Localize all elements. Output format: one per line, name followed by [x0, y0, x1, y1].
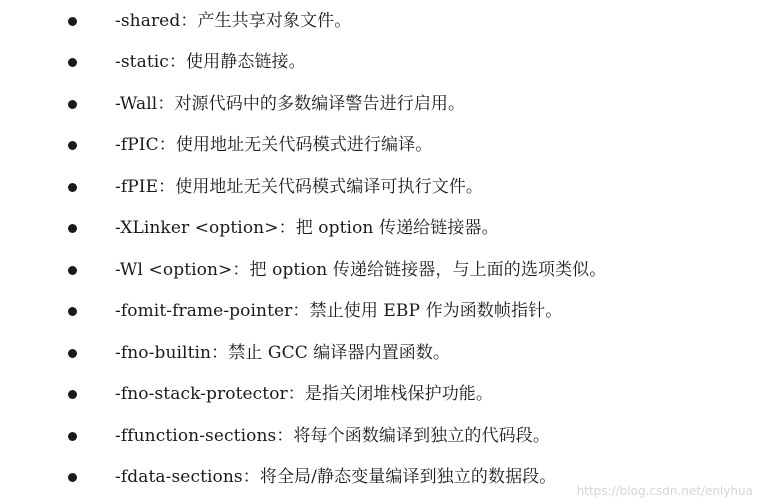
list-item [0, 172, 761, 202]
bullet-icon [68, 349, 77, 358]
separator: ： [158, 177, 176, 197]
option-flag: -XLinker <option> [115, 218, 279, 238]
bullet-icon [68, 183, 77, 192]
bullet-icon [68, 58, 77, 67]
option-description: 把 option 传递给链接器。 [295, 218, 499, 238]
list-item [0, 421, 761, 451]
option-text [115, 10, 351, 32]
option-flag: -shared [115, 11, 181, 31]
list-item [0, 296, 761, 326]
option-text [115, 466, 556, 488]
bullet-icon [68, 473, 77, 482]
bullet-icon [68, 141, 77, 150]
bullet-icon [68, 390, 77, 399]
option-description: 把 option 传递给链接器，与上面的选项类似。 [249, 260, 607, 280]
list-item [0, 47, 761, 77]
option-flag: -fomit-frame-pointer [115, 301, 293, 321]
option-text [115, 51, 306, 73]
option-flag: -ffunction-sections [115, 426, 277, 446]
option-flag: -static [115, 52, 169, 72]
option-description: 使用静态链接。 [186, 52, 306, 72]
option-description: 禁止 GCC 编译器内置函数。 [228, 343, 451, 363]
separator: ： [278, 218, 296, 238]
list-item [0, 89, 761, 119]
separator: ： [287, 384, 305, 404]
list-item [0, 6, 761, 36]
separator: ： [292, 301, 310, 321]
option-description: 对源代码中的多数编译警告进行启用。 [174, 94, 466, 114]
bullet-icon [68, 307, 77, 316]
option-text [115, 300, 562, 322]
option-flag: -fno-builtin [115, 343, 212, 363]
bullet-icon [68, 266, 77, 275]
option-text [115, 93, 465, 115]
separator: ： [211, 343, 229, 363]
option-flag: -fPIE [115, 177, 159, 197]
option-flag: -fPIC [115, 135, 159, 155]
option-description: 产生共享对象文件。 [197, 11, 352, 31]
option-text [115, 176, 483, 198]
list-item [0, 379, 761, 409]
separator: ： [180, 11, 198, 31]
option-text [115, 425, 550, 447]
bullet-icon [68, 224, 77, 233]
list-item [0, 130, 761, 160]
list-item [0, 338, 761, 368]
option-description: 是指关闭堆栈保护功能。 [304, 384, 493, 404]
option-description: 使用地址无关代码模式进行编译。 [175, 135, 433, 155]
list-item [0, 213, 761, 243]
option-flag: -fdata-sections [115, 467, 243, 487]
bullet-icon [68, 432, 77, 441]
option-description: 禁止使用 EBP 作为函数帧指针。 [309, 301, 563, 321]
watermark-url: https://blog.csdn.net/enlyhua [576, 484, 753, 498]
option-flag: -fno-stack-protector [115, 384, 288, 404]
option-description: 使用地址无关代码模式编译可执行文件。 [175, 177, 484, 197]
option-description: 将每个函数编译到独立的代码段。 [293, 426, 550, 446]
separator: ： [157, 94, 175, 114]
option-text [115, 134, 432, 156]
bullet-icon [68, 17, 77, 26]
separator: ： [168, 52, 187, 72]
option-text [115, 217, 499, 239]
separator: ： [232, 260, 250, 280]
separator: ： [276, 426, 294, 446]
option-description: 将全局/静态变量编译到独立的数据段。 [259, 467, 557, 487]
option-text [115, 259, 606, 281]
option-text [115, 383, 493, 405]
option-text [115, 342, 450, 364]
option-flag: -Wl <option> [115, 260, 233, 280]
bullet-icon [68, 100, 77, 109]
separator: ： [158, 135, 176, 155]
option-flag: -Wall [115, 94, 158, 114]
list-item [0, 255, 761, 285]
separator: ： [242, 467, 260, 487]
